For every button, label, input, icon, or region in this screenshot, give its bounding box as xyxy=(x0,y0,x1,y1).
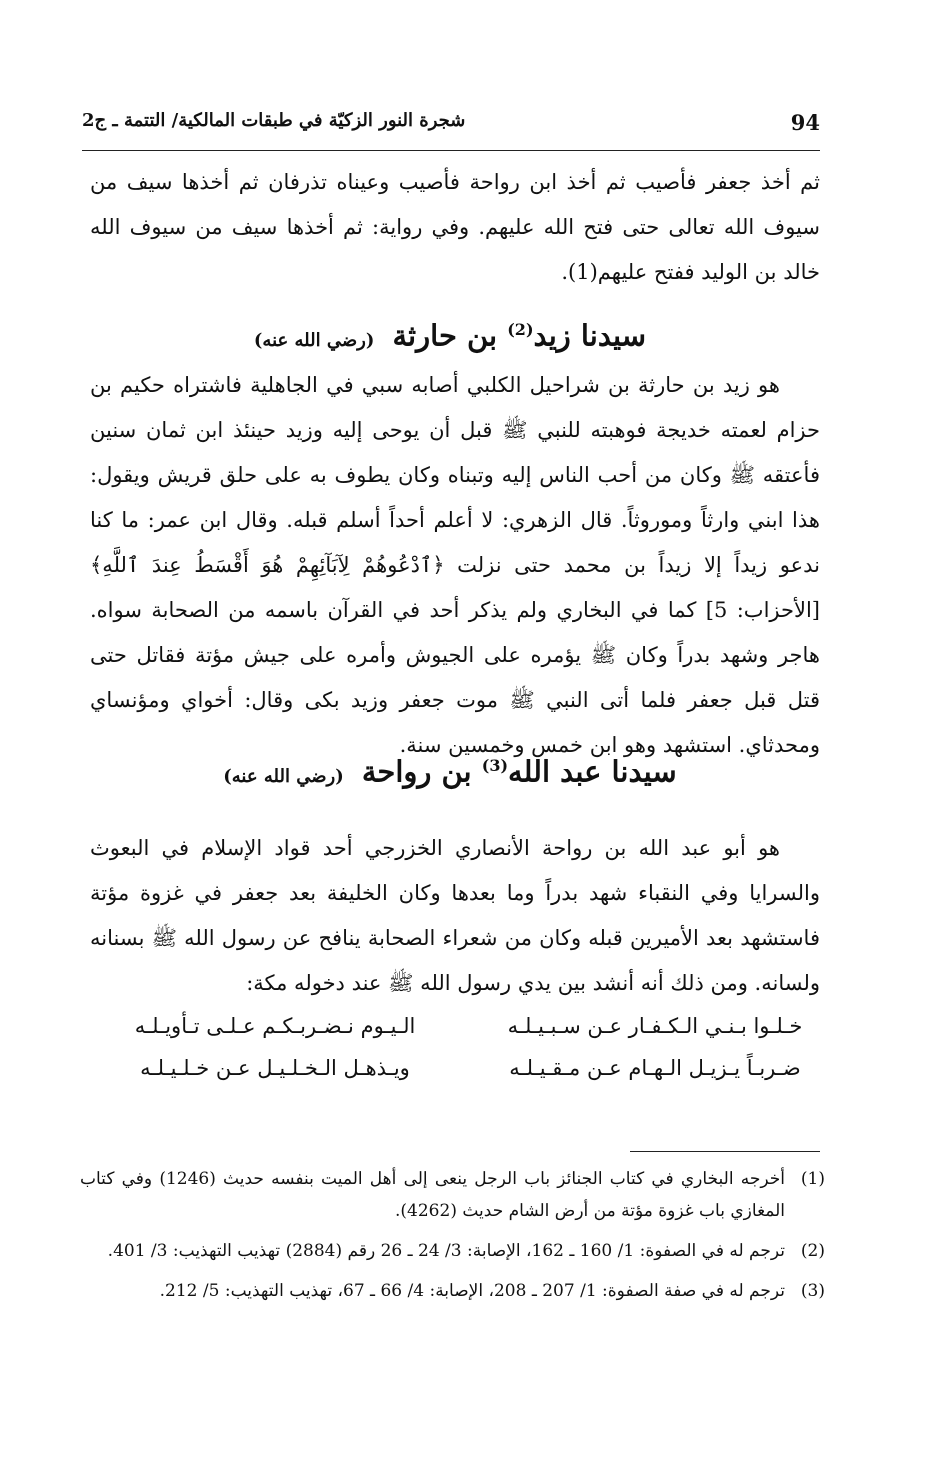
hemistich-first: خـلـوا بـنـي الـكـفـار عـن سـبـيـلـه xyxy=(507,1014,803,1038)
header-divider xyxy=(82,150,820,151)
footnote xyxy=(80,1275,825,1307)
section-heading-abdullah xyxy=(130,744,770,799)
footnote-text: ترجم له في صفة الصفوة: 1/ 207 ـ 208، الإصابة: 4/ 66 ـ 67، تهذيب التهذيب: 5/ 212. xyxy=(159,1281,785,1301)
heading-main: سيدنا عبد الله xyxy=(508,754,677,789)
heading-honorific: (رضي الله عنه) xyxy=(253,329,375,351)
heading-rest: بن رواحة xyxy=(361,754,472,789)
footnote-number: (1) xyxy=(800,1169,825,1189)
footnote-text: أخرجه البخاري في كتاب الجنائز باب الرجل ينعى إلى أهل الميت بنفسه حديث (1246) وفي كتاب المغازي باب غزوة مؤتة من أرض الشام حديث (4262). xyxy=(80,1169,785,1221)
zaid-biography: هو زيد بن حارثة بن شراحيل الكلبي أصابه سبي في الجاهلية فاشتراه حكيم بن حزام لعمته خديجة فوهبته للنبي ﷺ قبل أن يوحى إليه وزيد حينئذ ابن ثمان سنين فأعتقه ﷺ وكان من أحب الناس إليه وتبناه وكان يطوف به على حلق قريش ويقول: هذا ابني وارثاً وموروثاً. قال الزهري: لا أعلم أحداً أسلم قبله. وقال ابن عمر: ما كنا ندعو زيداً إلا زيداً بن محمد حتى نزلت ﴿ٱدْعُوهُمْ لِآبَآئِهِمْ هُوَ أَقْسَطُ عِندَ ٱللَّهِ﴾ [الأحزاب: 5] كما في البخاري ولم يذكر أحد في القرآن باسمه من الصحابة سواه. هاجر وشهد بدراً وكان ﷺ يؤمره على الجيوش وأمره على جيش مؤتة فقاتل حتى قتل قبل جعفر فلما أتى النبي ﷺ موت جعفر وزيد بكى وقال: أخواي ومؤنساي ومحدثاي. استشهد وهو ابن خمس وخمسين سنة. xyxy=(90,373,820,757)
heading-honorific: (رضي الله عنه) xyxy=(223,765,344,787)
footnote xyxy=(80,1235,825,1267)
footnote-text: ترجم له في الصفوة: 1/ 160 ـ 162، الإصابة: 3/ 24 ـ 26 رقم (2884) تهذيب التهذيب: 3/ 401. xyxy=(107,1241,785,1261)
hemistich-second: ويـذهـل الـخـلـيـل عـن خـلـيـلـه xyxy=(140,1056,410,1080)
footnote xyxy=(80,1163,825,1227)
hemistich-second: الـيـوم نـضـربـكـم عـلـى تـأويـلـه xyxy=(134,1014,416,1038)
page-number: 94 xyxy=(790,110,820,135)
running-title: شجرة النور الزكيّة في طبقات المالكية/ التتمة ـ ج2 xyxy=(82,110,466,131)
footnote-marker: (3) xyxy=(481,756,509,775)
footnote-number: (3) xyxy=(800,1281,825,1301)
footnote-divider xyxy=(630,1151,820,1152)
page-header xyxy=(82,110,820,144)
poem-verse xyxy=(110,1047,820,1089)
footnote-marker: (2) xyxy=(507,320,534,339)
hemistich-first: ضـربـاً يـزيـل الـهـام عـن مـقـيـلـه xyxy=(509,1056,801,1080)
abdullah-biography: هو أبو عبد الله بن رواحة الأنصاري الخزرجي أحد قواد الإسلام في البعوث والسرايا وفي النقباء شهد بدراً وما بعدها وكان الخليفة بعد جعفر في غزوة مؤتة فاستشهد بعد الأميرين قبله وكان من شعراء الصحابة ينافح عن رسول الله ﷺ بسنانه ولسانه. ومن ذلك أنه أنشد بين يدي رسول الله ﷺ عند دخوله مكة: xyxy=(90,836,820,995)
poem xyxy=(110,1005,820,1089)
poem-verse xyxy=(110,1005,820,1047)
heading-rest: بن حارثة xyxy=(392,318,498,353)
intro-paragraph: ثم أخذ جعفر فأصيب ثم أخذ ابن رواحة فأصيب وعيناه تذرفان ثم أخذها سيف من سيوف الله تعالى حتى فتح الله عليهم. وفي رواية: ثم أخذها سيف من سيوف الله خالد بن الوليد ففتح عليهم(1). xyxy=(90,170,820,284)
footnotes xyxy=(80,1163,825,1315)
footnote-number: (2) xyxy=(800,1241,825,1261)
heading-main: سيدنا زيد xyxy=(533,318,647,353)
section-heading-zaid xyxy=(130,308,770,363)
